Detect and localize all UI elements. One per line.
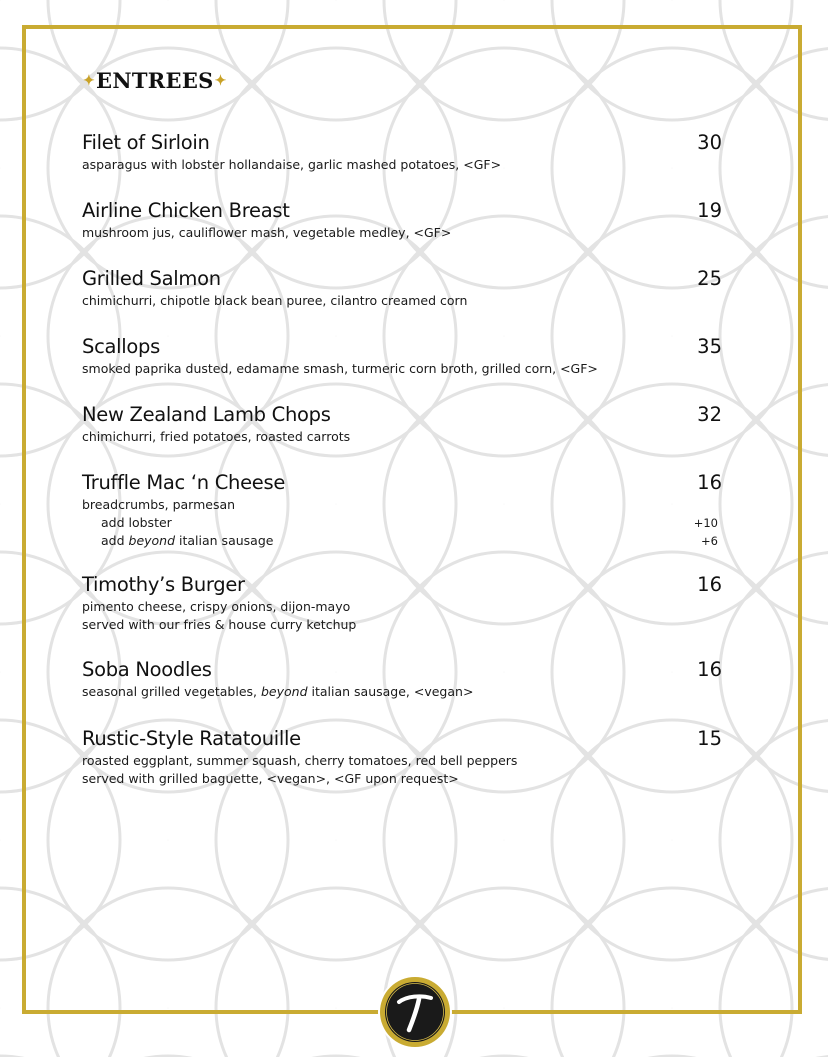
menu-item-name: New Zealand Lamb Chops	[82, 403, 331, 426]
addon-row	[82, 514, 722, 532]
menu-item-price: 19	[697, 199, 722, 222]
menu-item-description: chimichurri, chipotle black bean puree, cilantro creamed corn	[82, 293, 468, 308]
menu-item-price: 35	[697, 335, 722, 358]
menu-item-name: Timothy’s Burger	[82, 573, 245, 596]
menu-item	[82, 658, 722, 701]
menu-item-name: Truffle Mac ‘n Cheese	[82, 471, 286, 494]
menu-item-name: Soba Noodles	[82, 658, 212, 681]
menu-item-name: Grilled Salmon	[82, 267, 221, 290]
menu-item	[82, 199, 722, 242]
menu-item-name: Filet of Sirloin	[82, 131, 210, 154]
menu-item	[82, 403, 722, 446]
menu-item-price: 30	[697, 131, 722, 154]
menu-item-description: breadcrumbs, parmesan	[82, 497, 236, 512]
menu-item-price: 16	[697, 573, 722, 596]
addon-price: +6	[701, 534, 718, 548]
addon-row	[82, 532, 722, 550]
menu-item-description: roasted eggplant, summer squash, cherry tomatoes, red bell peppers served with grilled baguette, <vegan>, <GF upon request>	[82, 753, 518, 786]
menu-item-name: Rustic-Style Ratatouille	[82, 727, 301, 750]
star-icon: ✦	[83, 72, 96, 89]
menu-item-name: Airline Chicken Breast	[82, 199, 290, 222]
addon-label: add beyond italian sausage	[101, 533, 274, 548]
section-heading	[82, 68, 228, 93]
menu-item	[82, 727, 722, 788]
menu-item-price: 16	[697, 471, 722, 494]
addon-label: add lobster	[101, 515, 172, 530]
menu-item	[82, 131, 722, 174]
menu-item-price: 15	[697, 727, 722, 750]
menu-item-description: mushroom jus, cauliflower mash, vegetable medley, <GF>	[82, 225, 452, 240]
menu-item	[82, 267, 722, 310]
menu-item-description: seasonal grilled vegetables, beyond italian sausage, <vegan>	[82, 684, 474, 699]
restaurant-monogram-logo-icon	[377, 974, 453, 1050]
menu-item-price: 25	[697, 267, 722, 290]
menu-item	[82, 471, 722, 550]
star-icon: ✦	[214, 72, 227, 89]
menu-item-name: Scallops	[82, 335, 160, 358]
menu-item-description: pimento cheese, crispy onions, dijon-mayo served with our fries & house curry ketchup	[82, 599, 357, 632]
menu-item-price: 16	[697, 658, 722, 681]
menu-item	[82, 573, 722, 634]
menu-item-price: 32	[697, 403, 722, 426]
menu-item	[82, 335, 722, 378]
menu-item-description: chimichurri, fried potatoes, roasted carrots	[82, 429, 351, 444]
section-heading-text: ENTREES	[96, 68, 214, 93]
addon-price: +10	[693, 516, 718, 530]
menu-item-description: asparagus with lobster hollandaise, garlic mashed potatoes, <GF>	[82, 157, 502, 172]
menu-item-description: smoked paprika dusted, edamame smash, turmeric corn broth, grilled corn, <GF>	[82, 361, 598, 376]
